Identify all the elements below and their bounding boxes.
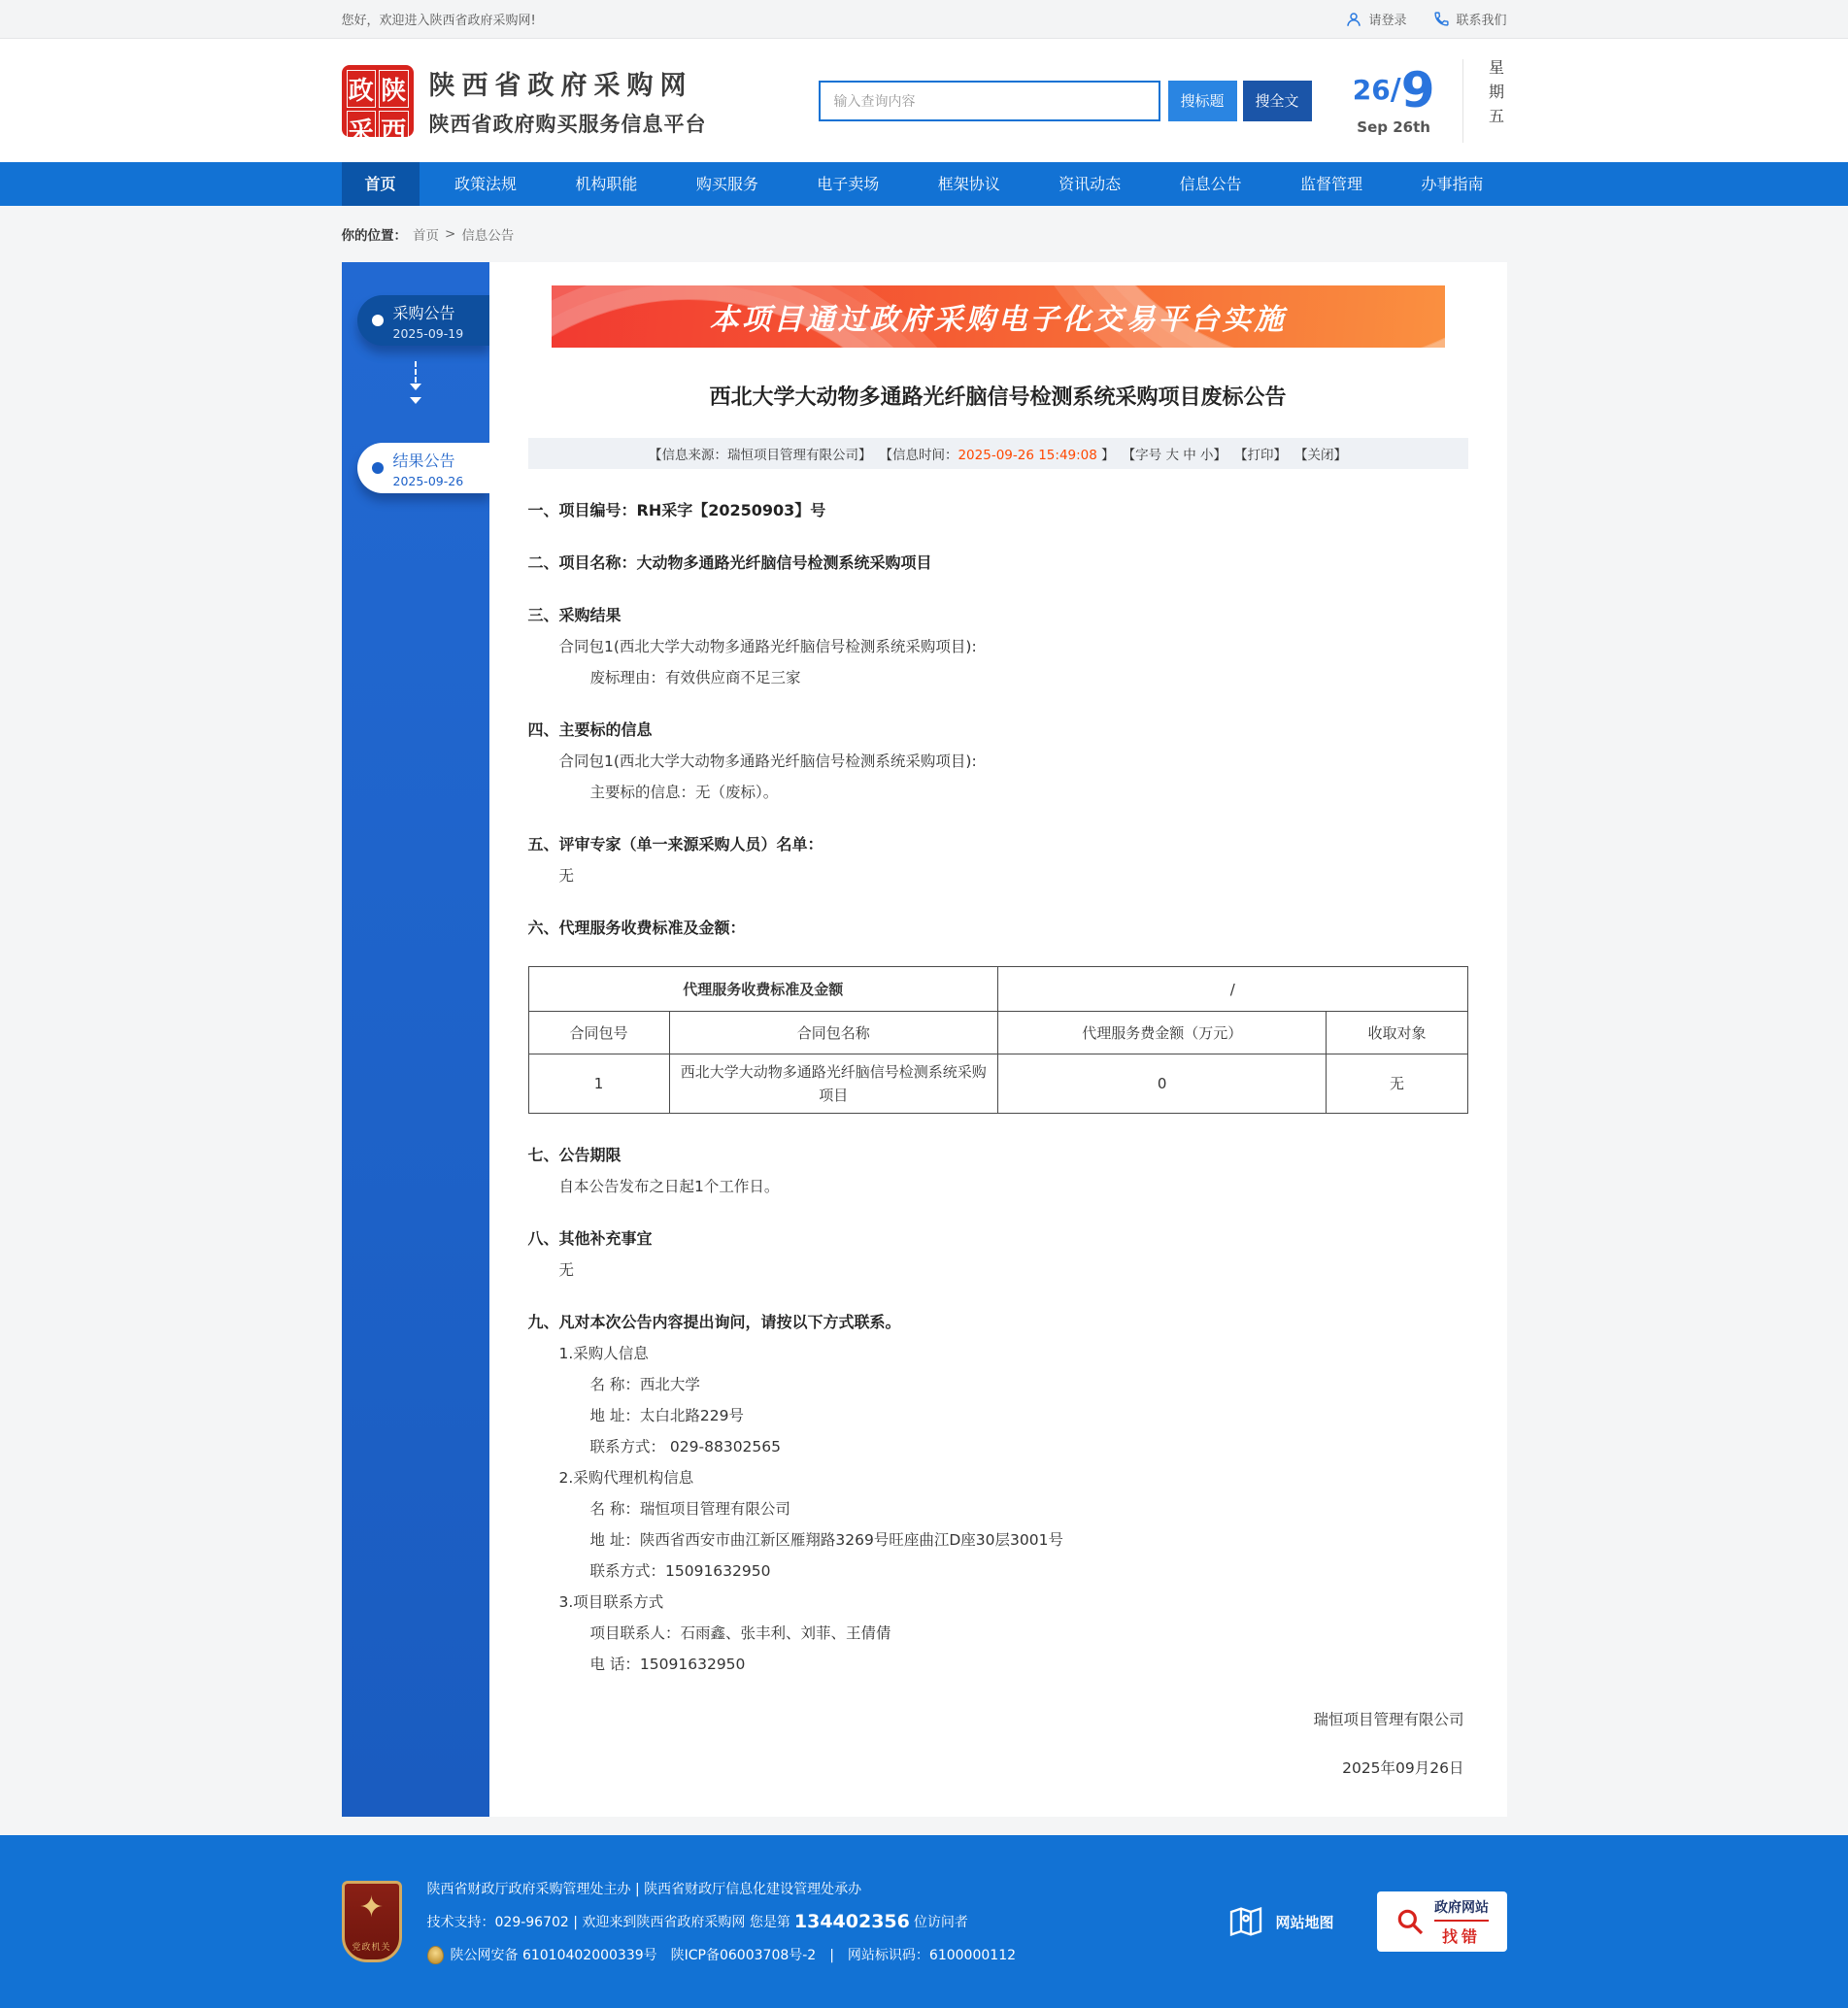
article-sections bbox=[528, 500, 1468, 1675]
section-heading: 六、代理服务收费标准及金额： bbox=[527, 919, 746, 937]
search-input[interactable] bbox=[819, 81, 1160, 121]
footer-organizer-line: 陕西省财政厅政府采购管理处主办 | 陕西省财政厅信息化建设管理处承办 bbox=[426, 1882, 862, 1897]
police-badge-icon bbox=[427, 1946, 444, 1964]
sidebar-item-text bbox=[393, 449, 464, 488]
party-gov-badge-icon bbox=[342, 1881, 402, 1962]
footer-text-block bbox=[427, 1879, 1017, 1964]
nav-item-4[interactable]: 电子卖场 bbox=[817, 175, 880, 193]
banner-text: 本项目通过政府采购电子化交易平台实施 bbox=[709, 303, 1287, 337]
signature-company: 瑞恒项目管理有限公司 bbox=[1313, 1711, 1464, 1728]
section-heading: 九、凡对本次公告内容提出询问，请按以下方式联系。 bbox=[527, 1313, 901, 1331]
sidebar-item-label: 结果公告 bbox=[392, 451, 455, 470]
section-paragraph: 合同包1(西北大学大动物多通路光纤脑信号检测系统采购项目): bbox=[558, 638, 977, 655]
article-section-7 bbox=[528, 1228, 1468, 1281]
section-heading: 三、采购结果 bbox=[527, 606, 622, 624]
table-cell-2: 0 bbox=[997, 1054, 1326, 1114]
date-month: 9 bbox=[1400, 61, 1435, 118]
date-english: Sep 26th bbox=[1357, 117, 1430, 136]
magnifier-icon bbox=[1394, 1906, 1426, 1937]
section-heading: 五、评审专家（单一来源采购人员）名单： bbox=[527, 835, 823, 853]
contact-link[interactable] bbox=[1433, 10, 1506, 28]
section-heading: 八、其他补充事宜 bbox=[527, 1229, 653, 1248]
header bbox=[0, 39, 1848, 162]
breadcrumb-label: 你的位置： bbox=[341, 228, 407, 244]
section-paragraph: 3.项目联系方式 bbox=[558, 1593, 664, 1611]
table-cell-0: 1 bbox=[528, 1054, 669, 1114]
arrow-triangle bbox=[410, 397, 421, 410]
map-icon bbox=[1226, 1902, 1265, 1941]
article-section-4 bbox=[528, 834, 1468, 887]
close-button[interactable]: 【关闭】 bbox=[1294, 448, 1348, 463]
logo-char-2: 采 bbox=[347, 111, 377, 149]
sidebar-item-text bbox=[393, 301, 464, 341]
nav-item-9[interactable]: 办事指南 bbox=[1421, 175, 1484, 193]
sidebar-item-date: 2025-09-19 bbox=[392, 325, 464, 341]
nav-item-6[interactable]: 资讯动态 bbox=[1058, 175, 1122, 193]
signature-block bbox=[528, 1708, 1468, 1778]
breadcrumb-home-link[interactable]: 首页 bbox=[413, 228, 439, 244]
sitemap-label: 网站地图 bbox=[1275, 1913, 1334, 1931]
table-row bbox=[528, 1054, 1467, 1114]
footer-beian-line: 陕公网安备 61010402000339号 陕ICP备06003708号-2 | 网站标识码：6100000112 bbox=[427, 1945, 1017, 1964]
logo-char-0: 政 bbox=[347, 70, 377, 108]
logo-char-1: 陕 bbox=[379, 70, 409, 108]
article-section-5 bbox=[528, 918, 1468, 1114]
gov-site-label: 政府网站 bbox=[1434, 1897, 1489, 1922]
section-heading: 四、主要标的信息 bbox=[527, 720, 653, 739]
topbar-right bbox=[1345, 10, 1506, 28]
breadcrumb-current: 信息公告 bbox=[461, 228, 515, 244]
table-merged-header-right: / bbox=[997, 967, 1467, 1012]
footer-right bbox=[1226, 1891, 1506, 1952]
section-paragraph: 2.采购代理机构信息 bbox=[558, 1469, 694, 1487]
sidebar-item-1[interactable] bbox=[357, 443, 489, 493]
section-paragraph: 无 bbox=[558, 867, 575, 885]
login-link[interactable] bbox=[1345, 10, 1406, 28]
sitemap-link[interactable] bbox=[1226, 1902, 1333, 1941]
gov-box-text bbox=[1434, 1897, 1489, 1947]
article-section-1 bbox=[528, 552, 1468, 574]
article-section-8 bbox=[528, 1312, 1468, 1675]
font-size-control[interactable]: 【字号 大 中 小】 bbox=[1122, 448, 1227, 463]
table-col-header-1: 合同包名称 bbox=[669, 1012, 997, 1054]
topbar bbox=[0, 0, 1848, 39]
search-area bbox=[819, 81, 1312, 121]
timeline-sidebar bbox=[342, 262, 489, 1817]
section-heading: 七、公告期限 bbox=[527, 1146, 622, 1164]
footer-support-line: 技术支持：029-96702 | 欢迎来到陕西省政府采购网 您是第 134402356 位访问者 bbox=[426, 1911, 968, 1932]
section-paragraph: 地 址：陕西省西安市曲江新区雁翔路3269号旺座曲江D座30层3001号 bbox=[589, 1531, 1063, 1549]
arrow-down-icon bbox=[406, 361, 425, 410]
content-area bbox=[342, 262, 1507, 1817]
article-section-0 bbox=[528, 500, 1468, 521]
section-paragraph: 1.采购人信息 bbox=[558, 1345, 649, 1362]
date-numeric bbox=[1352, 61, 1435, 118]
meta-source: 【信息来源：瑞恒项目管理有限公司】 bbox=[648, 448, 872, 463]
gov-site-error-link[interactable] bbox=[1377, 1891, 1507, 1952]
section-paragraph: 无 bbox=[558, 1261, 575, 1279]
table-cell-3: 无 bbox=[1327, 1054, 1467, 1114]
article-panel bbox=[489, 262, 1507, 1817]
section-paragraph: 合同包1(西北大学大动物多通路光纤脑信号检测系统采购项目): bbox=[558, 753, 977, 770]
meta-time: 【信息时间：2025-09-26 15:49:08 】 bbox=[879, 448, 1115, 463]
date-day: 26 bbox=[1352, 73, 1391, 106]
section-paragraph: 名 称：西北大学 bbox=[589, 1376, 700, 1393]
nav-item-2[interactable]: 机构职能 bbox=[575, 175, 638, 193]
weekday-label: 星期五 bbox=[1462, 59, 1507, 143]
user-icon bbox=[1345, 11, 1362, 28]
breadcrumb-bar bbox=[0, 206, 1848, 262]
platform-banner bbox=[552, 285, 1445, 348]
article-meta-bar bbox=[528, 438, 1468, 469]
login-label: 请登录 bbox=[1368, 14, 1407, 28]
nav-item-3[interactable]: 购买服务 bbox=[695, 175, 758, 193]
search-title-button[interactable]: 搜标题 bbox=[1168, 81, 1237, 121]
article-section-3 bbox=[528, 720, 1468, 803]
sidebar-item-0[interactable] bbox=[357, 295, 489, 346]
visitor-count: 134402356 bbox=[793, 1911, 910, 1932]
bullet-dot-icon bbox=[372, 462, 384, 474]
search-fulltext-button[interactable]: 搜全文 bbox=[1243, 81, 1312, 121]
site-subtitle: 陕西省政府购买服务信息平台 bbox=[428, 112, 707, 136]
sidebar-item-date: 2025-09-26 bbox=[392, 473, 464, 488]
date-separator: / bbox=[1390, 72, 1401, 107]
contact-label: 联系我们 bbox=[1456, 14, 1507, 28]
section-heading: 二、项目名称：大动物多通路光纤脑信号检测系统采购项目 bbox=[527, 553, 932, 572]
section-paragraph: 自本公告发布之日起1个工作日。 bbox=[558, 1178, 780, 1195]
date-block bbox=[1353, 59, 1507, 143]
section-paragraph: 名 称：瑞恒项目管理有限公司 bbox=[589, 1500, 790, 1518]
print-button[interactable]: 【打印】 bbox=[1234, 448, 1288, 463]
section-paragraph: 废标理由：有效供应商不足三家 bbox=[589, 669, 801, 686]
sidebar-item-label: 采购公告 bbox=[392, 303, 455, 322]
fee-table bbox=[528, 966, 1468, 1114]
arrow-triangle bbox=[410, 384, 421, 396]
nav-item-7[interactable]: 信息公告 bbox=[1179, 175, 1242, 193]
footer bbox=[0, 1835, 1848, 2008]
logo-char-3: 西 bbox=[379, 111, 409, 149]
gov-find-error-label: 找错 bbox=[1441, 1926, 1481, 1946]
article-section-2 bbox=[528, 605, 1468, 688]
article-section-6 bbox=[528, 1145, 1468, 1197]
section-heading: 一、项目编号：RH采字【20250903】号 bbox=[527, 501, 826, 519]
article-title: 西北大学大动物多通路光纤脑信号检测系统采购项目废标公告 bbox=[709, 385, 1287, 410]
nav-item-5[interactable]: 框架协议 bbox=[937, 175, 1000, 193]
section-paragraph: 地 址：太白北路229号 bbox=[589, 1407, 745, 1424]
section-paragraph: 项目联系人：石雨鑫、张丰利、刘菲、王倩倩 bbox=[589, 1624, 891, 1642]
nav-item-1[interactable]: 政策法规 bbox=[454, 175, 517, 193]
table-col-header-0: 合同包号 bbox=[528, 1012, 669, 1054]
main-nav bbox=[0, 162, 1848, 206]
phone-icon bbox=[1433, 11, 1450, 27]
section-paragraph: 主要标的信息：无（废标）。 bbox=[589, 784, 779, 801]
site-logo bbox=[342, 65, 414, 147]
breadcrumb-separator: > bbox=[445, 226, 456, 242]
section-paragraph: 联系方式： 029-88302565 bbox=[589, 1438, 781, 1456]
table-col-header-3: 收取对象 bbox=[1327, 1012, 1467, 1054]
table-merged-header-left: 代理服务收费标准及金额 bbox=[528, 967, 997, 1012]
badge-text: 党政机关 bbox=[352, 1943, 391, 1953]
badge-emblem-icon: ✦ bbox=[358, 1891, 385, 1924]
bullet-dot-icon bbox=[372, 315, 384, 326]
table-col-header-2: 代理服务费金额（万元） bbox=[997, 1012, 1326, 1054]
nav-item-8[interactable]: 监督管理 bbox=[1300, 175, 1363, 193]
signature-date: 2025年09月26日 bbox=[1342, 1759, 1464, 1777]
welcome-text: 您好，欢迎进入陕西省政府采购网! bbox=[341, 14, 536, 28]
arrow-dash bbox=[415, 361, 417, 383]
nav-item-0[interactable]: 首页 bbox=[342, 162, 420, 206]
table-cell-1: 西北大学大动物多通路光纤脑信号检测系统采购项目 bbox=[669, 1054, 997, 1114]
section-paragraph: 电 话：15091632950 bbox=[589, 1656, 746, 1673]
section-paragraph: 联系方式：15091632950 bbox=[589, 1562, 771, 1580]
site-title: 陕西省政府采购网 bbox=[428, 70, 693, 101]
site-names bbox=[429, 64, 707, 138]
